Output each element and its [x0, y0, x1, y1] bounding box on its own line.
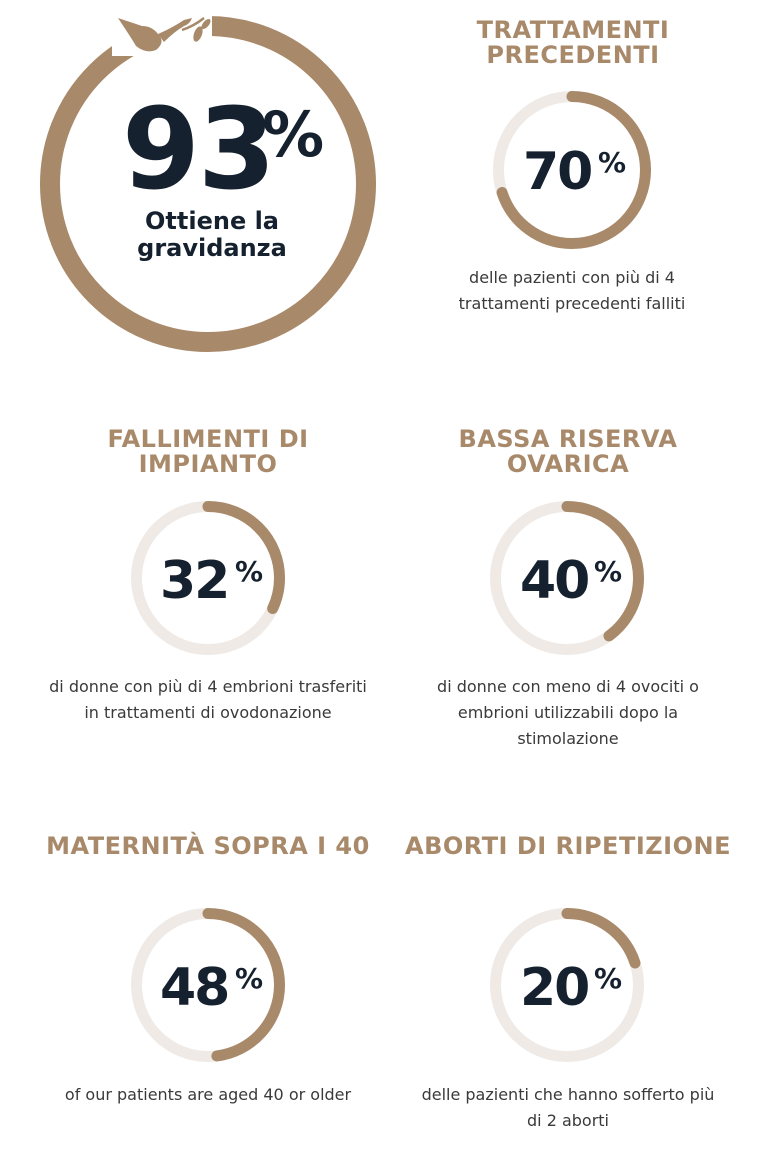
- stat-value: 70: [523, 142, 592, 202]
- stat-percent-sign: %: [594, 962, 623, 995]
- stat-percent-sign: %: [598, 146, 627, 179]
- stat-title-trattamenti: TRATTAMENTI PRECEDENTI: [476, 16, 670, 69]
- stat-caption: di donne con meno di 4 ovociti o embrioni utilizzabili dopo la stimolazione: [437, 677, 699, 748]
- main-stat-percent-sign: %: [262, 98, 325, 171]
- stat-percent-sign: %: [235, 962, 264, 995]
- stat-caption: di donne con più di 4 embrioni trasferiti in trattamenti di ovodonazione: [49, 677, 367, 722]
- main-stat-value: 93: [122, 85, 274, 215]
- stat-percent-sign: %: [594, 555, 623, 588]
- stat-title-bassa-riserva: BASSA RISERVA OVARICA: [458, 425, 678, 478]
- stat-title-maternita: MATERNITÀ SOPRA I 40: [46, 832, 370, 860]
- dove-icon: [112, 12, 212, 58]
- stat-title-fallimenti: FALLIMENTI DI IMPIANTO: [107, 425, 309, 478]
- main-stat-label: Ottiene la gravidanza: [137, 207, 287, 262]
- stat-value: 32: [160, 551, 229, 611]
- stat-title-aborti: ABORTI DI RIPETIZIONE: [405, 832, 731, 860]
- stat-value: 20: [520, 958, 589, 1018]
- stat-caption: delle pazienti con più di 4 trattamenti precedenti falliti: [458, 268, 686, 313]
- stat-value: 48: [160, 958, 229, 1018]
- stat-caption: of our patients are aged 40 or older: [64, 1085, 352, 1104]
- stat-percent-sign: %: [235, 555, 264, 588]
- stat-caption: delle pazienti che hanno sofferto più di 2 aborti: [421, 1085, 715, 1130]
- stat-value: 40: [520, 551, 589, 611]
